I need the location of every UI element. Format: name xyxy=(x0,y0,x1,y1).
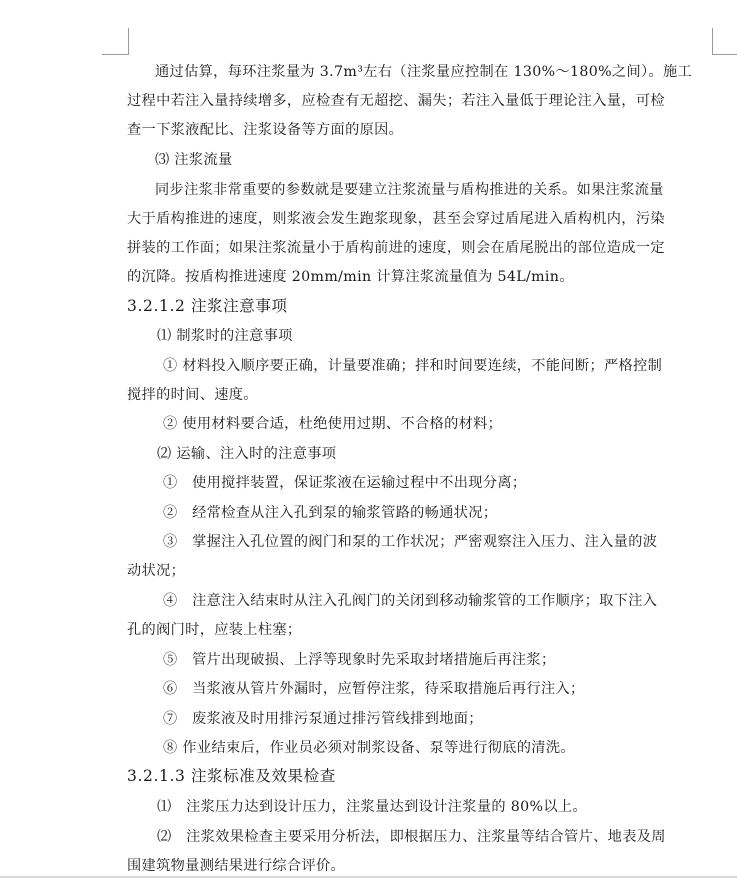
section-heading: 3.2.1.3 注浆标准及效果检查 xyxy=(127,767,336,785)
subheading: ⑴ 制浆时的注意事项 xyxy=(157,328,293,344)
margin-corner-top-left xyxy=(102,28,129,55)
list-item: ⑴ 注浆压力达到设计压力，注浆量达到设计注浆量的 80%以上。 xyxy=(157,799,587,815)
list-item: ① 使用搅拌装置，保证浆液在运输过程中不出现分离； xyxy=(163,475,527,491)
list-item-continuation: 孔的阀门时，应装上柱塞； xyxy=(127,622,302,638)
list-item: ④ 注意注入结束时从注入孔阀门的关闭到移动输浆管的工作顺序；取下注入 xyxy=(163,593,658,609)
list-item: ⑵ 注浆效果检查主要采用分析法，即根据压力、注浆量等结合管片、地表及周 xyxy=(157,829,666,845)
section-heading: 3.2.1.2 注浆注意事项 xyxy=(127,297,288,315)
list-item-continuation: 搅拌的时间、速度。 xyxy=(127,387,258,403)
list-item: ⑤ 管片出现破损、上浮等现象时先采取封堵措施后再注浆； xyxy=(163,652,556,668)
list-item: ③ 掌握注入孔位置的阀门和泵的工作状况；严密观察注入压力、注入量的波 xyxy=(163,534,658,550)
paragraph-line: 大于盾构推进的速度，则浆液会发生跑浆现象，甚至会穿过盾尾进入盾构机内，污染 xyxy=(127,211,665,227)
subheading: ⑵ 运输、注入时的注意事项 xyxy=(157,446,337,462)
margin-corner-top-right xyxy=(712,28,737,55)
paragraph-line: 查一下浆液配比、注浆设备等方面的原因。 xyxy=(127,122,404,138)
list-item: ⑦ 废浆液及时用排污泵通过排污管线排到地面； xyxy=(163,711,483,727)
paragraph-line: 拼装的工作面；如果注浆流量小于盾构前进的速度，则会在盾尾脱出的部位造成一定 xyxy=(127,240,665,256)
list-item: ⑥ 当浆液从管片外漏时，应暂停注浆，待采取措施后再行注入； xyxy=(163,681,585,697)
paragraph-line: 的沉降。按盾构推进速度 20mm/min 计算注浆流量值为 54L/min。 xyxy=(127,269,574,285)
list-item: ① 材料投入顺序要正确，计量要准确；拌和时间要连续，不能间断；严格控制 xyxy=(163,358,663,374)
paragraph-line: 通过估算，每环注浆量为 3.7m³左右（注浆量应控制在 130%～180%之间）。施工 xyxy=(155,64,693,80)
list-item: ⑧ 作业结束后，作业员必须对制浆设备、泵等进行彻底的清洗。 xyxy=(163,740,575,756)
list-item: ② 经常检查从注入孔到泵的输浆管路的畅通状况； xyxy=(163,505,498,521)
list-item-continuation: 围建筑物量测结果进行综合评价。 xyxy=(127,858,346,874)
list-item-continuation: 动状况； xyxy=(127,563,186,579)
paragraph-line: 过程中若注入量持续增多，应检查有无超挖、漏失；若注入量低于理论注入量，可检 xyxy=(127,93,665,109)
paragraph-line: 同步注浆非常重要的参数就是要建立注浆流量与盾构推进的关系。如果注浆流量 xyxy=(155,182,664,198)
list-item: ② 使用材料要合适，杜绝使用过期、不合格的材料； xyxy=(163,416,503,432)
subheading: ⑶ 注浆流量 xyxy=(155,152,233,168)
